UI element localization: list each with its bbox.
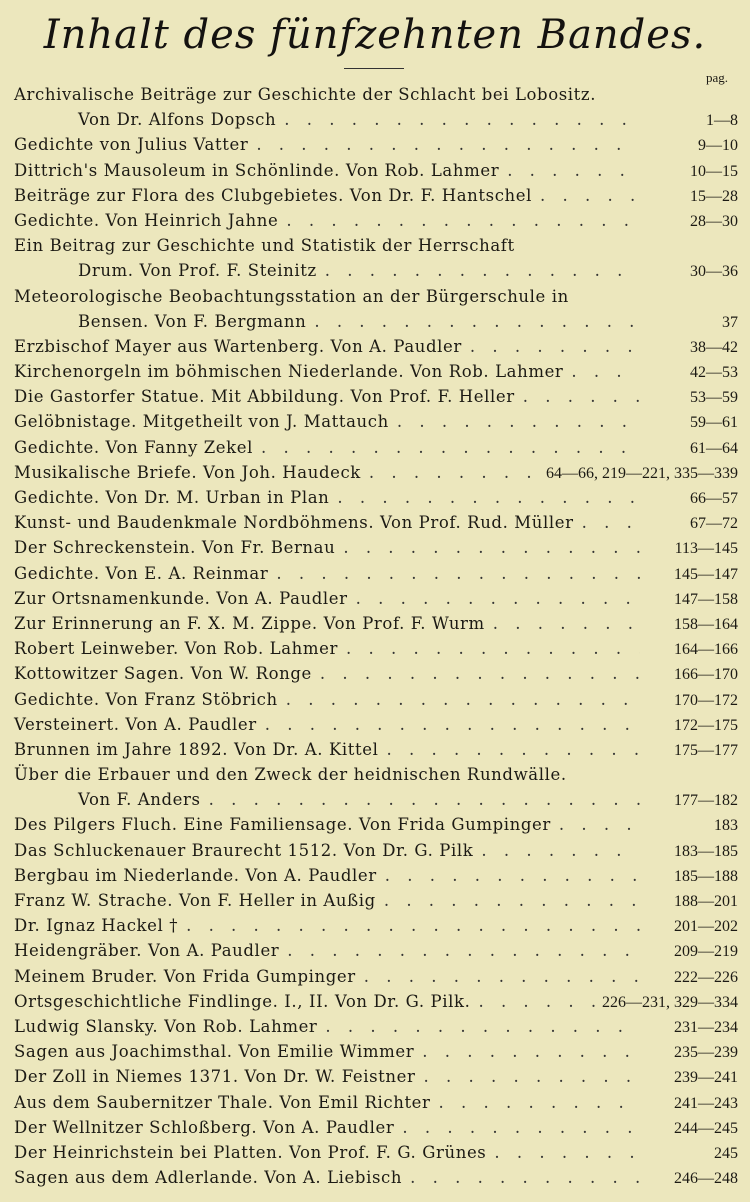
toc-entry bbox=[0, 334, 750, 359]
toc-entry-title: Ein Beitrag zur Geschichte und Statistik der Herrschaft bbox=[14, 236, 515, 256]
toc-entry-title: Über die Erbauer und den Zweck der heidnischen Rundwälle. bbox=[14, 765, 567, 785]
dot-leader bbox=[439, 1090, 640, 1115]
toc-entry bbox=[0, 964, 750, 989]
page-title: Inhalt des fünfzehnten Bandes. bbox=[43, 12, 707, 58]
dot-leader bbox=[507, 158, 640, 183]
toc-entry-pages: 188—201 bbox=[674, 893, 738, 910]
dot-leader bbox=[424, 1064, 641, 1089]
toc-entry-title: Ortsgeschichtliche Findlinge. I., II. Von Dr. G. Pilk. bbox=[14, 991, 471, 1011]
toc-entry-title: Beiträge zur Flora des Clubgebietes. Von Dr. F. Hantschel bbox=[14, 185, 533, 205]
dot-leader bbox=[523, 384, 640, 409]
toc-entry bbox=[0, 737, 750, 762]
toc-entry-title: Bensen. Von F. Bergmann bbox=[78, 311, 307, 331]
toc-entry bbox=[0, 359, 750, 384]
toc-entry bbox=[0, 586, 750, 611]
toc-entry bbox=[0, 611, 750, 636]
dot-leader bbox=[540, 183, 640, 208]
toc-entry bbox=[0, 158, 750, 183]
toc-entry bbox=[0, 1165, 750, 1190]
toc-entry-title: Archivalische Beiträge zur Geschichte der Schlacht bei Lobositz. bbox=[14, 85, 597, 104]
toc-entry-title: Der Schreckenstein. Von Fr. Bernau bbox=[14, 538, 336, 558]
dot-leader bbox=[386, 737, 640, 762]
toc-entry-title: Kottowitzer Sagen. Von W. Ronge bbox=[14, 664, 312, 684]
toc-entry-pages: 201—202 bbox=[674, 918, 738, 936]
toc-entry bbox=[0, 485, 750, 510]
toc-entry-pages: 42—53 bbox=[690, 364, 738, 382]
toc-entry-pages: 239—241 bbox=[674, 1069, 738, 1087]
dot-leader bbox=[209, 787, 640, 812]
dot-leader bbox=[410, 1165, 640, 1190]
toc-entry-title: Versteinert. Von A. Paudler bbox=[14, 714, 257, 734]
dot-leader bbox=[265, 712, 640, 737]
toc-entry-title: Kunst- und Baudenkmale Nordböhmens. Von Prof. Rud. Müller bbox=[14, 513, 574, 533]
dot-leader bbox=[422, 1039, 640, 1064]
toc-entry bbox=[0, 82, 750, 107]
toc-entry bbox=[0, 863, 750, 888]
toc-entry-pages: 145—147 bbox=[674, 565, 738, 583]
dot-leader bbox=[337, 485, 640, 510]
toc-entry-title: Sagen aus Joachimsthal. Von Emilie Wimmer bbox=[14, 1042, 415, 1062]
toc-entry-title: Der Wellnitzer Schloßberg. Von A. Paudler bbox=[14, 1117, 395, 1137]
toc-entry-title: Gedichte. Von Heinrich Jahne bbox=[14, 210, 279, 230]
toc-entry-pages: 235—239 bbox=[674, 1044, 738, 1062]
toc-entry-pages: 175—177 bbox=[674, 741, 738, 759]
toc-entry bbox=[0, 989, 750, 1014]
toc-entry bbox=[0, 284, 750, 309]
toc-entry bbox=[0, 309, 750, 334]
toc-entry-title: Dr. Ignaz Hackel † bbox=[14, 916, 179, 936]
pag-label: pag. bbox=[705, 70, 728, 85]
dot-leader bbox=[364, 964, 640, 989]
dot-leader bbox=[286, 208, 640, 233]
toc-entry-title: Die Gastorfer Statue. Mit Abbildung. Von Prof. F. Heller bbox=[14, 387, 515, 407]
toc-entry-title: Das Schluckenauer Braurecht 1512. Von Dr. G. Pilk bbox=[14, 840, 474, 860]
toc-entry-title: Gelöbnistage. Mitgetheilt von J. Mattauch bbox=[14, 412, 389, 432]
toc-entry-pages: 37 bbox=[722, 313, 738, 331]
toc-entry bbox=[0, 183, 750, 208]
toc-entry-title: Des Pilgers Fluch. Eine Familiensage. Von Frida Gumpinger bbox=[14, 815, 551, 835]
toc-entry bbox=[0, 409, 750, 434]
toc-entry-title: Gedichte. Von E. A. Reinmar bbox=[14, 563, 269, 583]
toc-entry-title: Franz W. Strache. Von F. Heller in Außig bbox=[14, 891, 376, 910]
toc-entry-pages: 164—166 bbox=[674, 641, 738, 659]
toc-entry bbox=[0, 233, 750, 258]
toc-entry-title: Von Dr. Alfons Dopsch bbox=[78, 110, 277, 130]
toc-entry-pages: 183—185 bbox=[674, 842, 738, 860]
toc-entry-pages: 185—188 bbox=[674, 867, 738, 885]
toc-entry bbox=[0, 107, 750, 132]
dot-leader bbox=[369, 460, 540, 485]
toc-entry bbox=[0, 787, 750, 812]
dot-leader bbox=[493, 611, 640, 636]
toc-entry-pages: 246—248 bbox=[674, 1170, 738, 1188]
toc-entry-title: Gedichte. Von Franz Stöbrich bbox=[14, 689, 278, 709]
toc-entry-list bbox=[0, 82, 750, 1190]
toc-entry-pages: 245 bbox=[714, 1144, 738, 1162]
toc-entry bbox=[0, 460, 750, 485]
toc-entry bbox=[0, 838, 750, 863]
dot-leader bbox=[397, 409, 640, 434]
dot-leader bbox=[276, 561, 640, 586]
dot-leader bbox=[481, 838, 640, 863]
dot-leader bbox=[320, 661, 640, 686]
toc-entry-title: Gedichte. Von Dr. M. Urban in Plan bbox=[14, 488, 330, 507]
dot-leader bbox=[478, 989, 596, 1014]
dot-leader bbox=[384, 888, 640, 913]
toc-entry-title: Gedichte. Von Fanny Zekel bbox=[14, 437, 253, 457]
dot-leader bbox=[325, 258, 640, 283]
toc-entry-pages: 28—30 bbox=[690, 212, 738, 230]
toc-entry bbox=[0, 561, 750, 586]
toc-entry bbox=[0, 636, 750, 661]
dot-leader bbox=[284, 107, 640, 132]
dot-leader bbox=[346, 636, 640, 661]
toc-entry bbox=[0, 762, 750, 787]
toc-entry-title: Kirchenorgeln im böhmischen Niederlande. Von Rob. Lahmer bbox=[14, 362, 564, 382]
toc-entry-title: Der Zoll in Niemes 1371. Von Dr. W. Feistner bbox=[14, 1067, 416, 1087]
toc-entry bbox=[0, 258, 750, 283]
toc-entry-pages: 61—64 bbox=[690, 439, 738, 457]
toc-entry-pages: 113—145 bbox=[674, 540, 738, 558]
toc-entry-pages: 166—170 bbox=[674, 666, 738, 684]
toc-entry-title: Zur Erinnerung an F. X. M. Zippe. Von Prof. F. Wurm bbox=[14, 613, 485, 633]
toc-entry-pages: 183 bbox=[714, 817, 738, 835]
title-divider bbox=[344, 68, 404, 69]
dot-leader bbox=[356, 586, 640, 611]
dot-leader bbox=[385, 863, 640, 888]
toc-entry-pages: 1—8 bbox=[706, 112, 738, 130]
toc-entry bbox=[0, 510, 750, 535]
toc-entry bbox=[0, 687, 750, 712]
toc-entry bbox=[0, 208, 750, 233]
toc-entry bbox=[0, 384, 750, 409]
toc-entry-title: Erzbischof Mayer aus Wartenberg. Von A. Paudler bbox=[14, 336, 462, 356]
dot-leader bbox=[287, 938, 640, 963]
toc-entry-pages: 231—234 bbox=[674, 1018, 738, 1036]
dot-leader bbox=[314, 309, 640, 334]
toc-entry-pages: 244—245 bbox=[674, 1119, 738, 1137]
toc-entry-pages: 177—182 bbox=[674, 792, 738, 810]
toc-entry bbox=[0, 1140, 750, 1165]
dot-leader bbox=[343, 535, 640, 560]
toc-entry-title: Von F. Anders bbox=[78, 790, 201, 810]
toc-entry bbox=[0, 812, 750, 837]
toc-entry-pages: 10—15 bbox=[690, 162, 738, 180]
dot-leader bbox=[571, 359, 640, 384]
toc-entry-title: Gedichte von Julius Vatter bbox=[14, 135, 249, 155]
toc-entry-pages: 30—36 bbox=[690, 263, 738, 281]
toc-entry-title: Drum. Von Prof. F. Steinitz bbox=[78, 261, 317, 281]
toc-entry bbox=[0, 913, 750, 938]
dot-leader bbox=[402, 1115, 640, 1140]
dot-leader bbox=[325, 1014, 640, 1039]
toc-entry-title: Aus dem Saubernitzer Thale. Von Emil Richter bbox=[14, 1092, 431, 1112]
toc-entry bbox=[0, 132, 750, 157]
dot-leader bbox=[261, 435, 640, 460]
toc-entry-title: Der Heinrichstein bei Platten. Von Prof. F. G. Grünes bbox=[14, 1142, 487, 1162]
toc-entry bbox=[0, 661, 750, 686]
toc-entry bbox=[0, 1064, 750, 1089]
toc-entry-pages: 158—164 bbox=[674, 615, 738, 633]
toc-entry-pages: 9—10 bbox=[698, 137, 738, 155]
toc-entry bbox=[0, 1115, 750, 1140]
toc-entry-title: Meteorologische Beobachtungsstation an der Bürgerschule in bbox=[14, 286, 569, 306]
toc-entry-title: Robert Leinweber. Von Rob. Lahmer bbox=[14, 639, 338, 659]
toc-entry-pages: 170—172 bbox=[674, 691, 738, 709]
toc-entry-pages: 15—28 bbox=[690, 187, 738, 205]
toc-entry-pages: 59—61 bbox=[690, 414, 738, 432]
toc-entry-pages: 226—231, 329—334 bbox=[602, 993, 738, 1011]
toc-entry bbox=[0, 938, 750, 963]
dot-leader bbox=[256, 132, 640, 157]
toc-entry-pages: 38—42 bbox=[690, 338, 738, 356]
dot-leader bbox=[186, 913, 640, 938]
toc-entry-title: Ludwig Slansky. Von Rob. Lahmer bbox=[14, 1016, 318, 1036]
toc-entry-title: Dittrich's Mausoleum in Schönlinde. Von Rob. Lahmer bbox=[14, 160, 500, 180]
toc-entry-title: Brunnen im Jahre 1892. Von Dr. A. Kittel bbox=[14, 739, 379, 759]
toc-entry bbox=[0, 435, 750, 460]
toc-entry bbox=[0, 1014, 750, 1039]
toc-entry bbox=[0, 888, 750, 913]
toc-entry-pages: 172—175 bbox=[674, 716, 738, 734]
dot-leader bbox=[582, 510, 640, 535]
toc-entry-pages: 66—57 bbox=[690, 490, 738, 507]
toc-entry-title: Meinem Bruder. Von Frida Gumpinger bbox=[14, 966, 356, 986]
toc-entry bbox=[0, 712, 750, 737]
toc-entry bbox=[0, 535, 750, 560]
toc-entry-pages: 53—59 bbox=[690, 389, 738, 407]
toc-entry-pages: 241—243 bbox=[674, 1094, 738, 1112]
toc-entry-pages: 222—226 bbox=[674, 968, 738, 986]
toc-entry-title: Sagen aus dem Adlerlande. Von A. Liebisch bbox=[14, 1168, 403, 1188]
toc-entry-pages: 209—219 bbox=[674, 943, 738, 961]
toc-entry-title: Zur Ortsnamenkunde. Von A. Paudler bbox=[14, 588, 348, 608]
dot-leader bbox=[470, 334, 640, 359]
toc-entry-pages: 67—72 bbox=[690, 515, 738, 533]
dot-leader bbox=[494, 1140, 640, 1165]
toc-entry-pages: 147—158 bbox=[674, 590, 738, 608]
toc-entry-title: Musikalische Briefe. Von Joh. Haudeck bbox=[14, 462, 361, 482]
toc-entry-pages: 64—66, 219—221, 335—339 bbox=[546, 464, 738, 482]
dot-leader bbox=[286, 687, 640, 712]
toc-entry bbox=[0, 1090, 750, 1115]
toc-entry-title: Heidengräber. Von A. Paudler bbox=[14, 941, 280, 961]
toc-entry-title: Bergbau im Niederlande. Von A. Paudler bbox=[14, 865, 377, 885]
dot-leader bbox=[559, 812, 640, 837]
toc-entry bbox=[0, 1039, 750, 1064]
